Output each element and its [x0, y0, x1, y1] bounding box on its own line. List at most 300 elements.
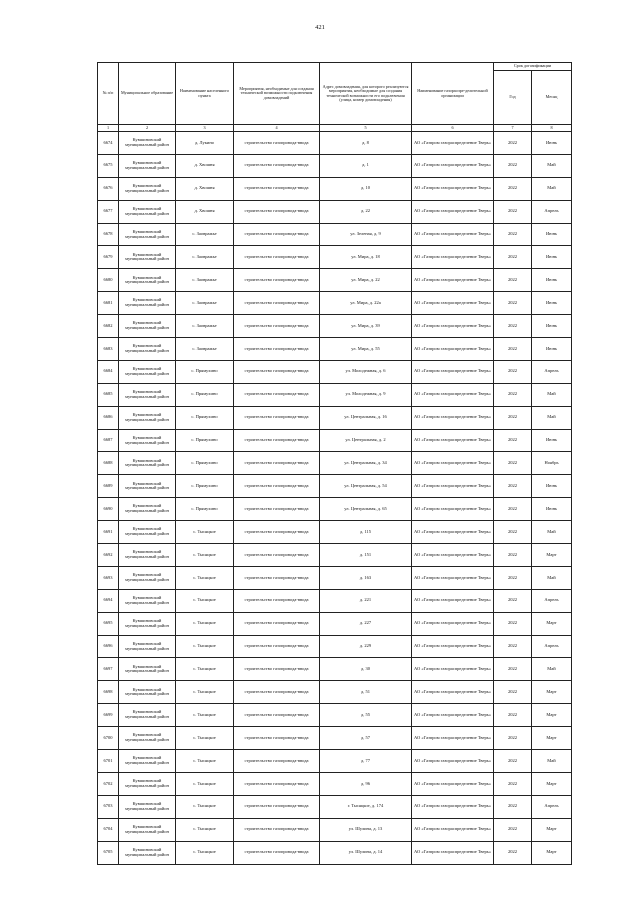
year-cell: 2022	[494, 589, 532, 612]
organization-cell: АО «Газпром газораспределение Тверь»	[412, 223, 494, 246]
row-number: 6696	[98, 635, 119, 658]
table-row	[98, 383, 572, 406]
month-cell: Июнь	[532, 429, 572, 452]
row-number: 6701	[98, 750, 119, 773]
table-row	[98, 338, 572, 361]
settlement-cell: с. Тысяцкое	[176, 635, 234, 658]
month-cell: Июнь	[532, 269, 572, 292]
measure-cell: строительство газопровода-ввода	[234, 681, 320, 704]
row-number: 6691	[98, 521, 119, 544]
measure-cell: строительство газопровода-ввода	[234, 727, 320, 750]
municipality-cell: Кувшиновский муниципальный район	[119, 658, 176, 681]
year-cell: 2022	[494, 383, 532, 406]
measure-cell: строительство газопровода-ввода	[234, 544, 320, 567]
column-number: 1	[98, 125, 119, 132]
measure-cell: строительство газопровода-ввода	[234, 246, 320, 269]
settlement-cell: с. Заовражье	[176, 338, 234, 361]
address-cell: д. 1	[320, 154, 412, 177]
municipality-cell: Кувшиновский муниципальный район	[119, 452, 176, 475]
measure-cell: строительство газопровода-ввода	[234, 406, 320, 429]
municipality-cell: Кувшиновский муниципальный район	[119, 635, 176, 658]
organization-cell: АО «Газпром газораспределение Тверь»	[412, 154, 494, 177]
table-row	[98, 475, 572, 498]
address-cell: ул. Молодежная, д. 9	[320, 383, 412, 406]
column-number: 6	[412, 125, 494, 132]
organization-cell: АО «Газпром газораспределение Тверь»	[412, 498, 494, 521]
table-row	[98, 566, 572, 589]
organization-cell: АО «Газпром газораспределение Тверь»	[412, 818, 494, 841]
row-number: 6689	[98, 475, 119, 498]
row-number: 6692	[98, 544, 119, 567]
settlement-cell: с. Заовражье	[176, 223, 234, 246]
row-number: 6682	[98, 315, 119, 338]
month-cell: Июнь	[532, 132, 572, 155]
address-cell: ул. Мира, д. 18	[320, 246, 412, 269]
year-cell: 2022	[494, 338, 532, 361]
municipality-cell: Кувшиновский муниципальный район	[119, 841, 176, 864]
measure-cell: строительство газопровода-ввода	[234, 452, 320, 475]
row-number: 6675	[98, 154, 119, 177]
organization-cell: АО «Газпром газораспределение Тверь»	[412, 269, 494, 292]
row-number: 6697	[98, 658, 119, 681]
year-cell: 2022	[494, 200, 532, 223]
year-cell: 2022	[494, 452, 532, 475]
row-number: 6700	[98, 727, 119, 750]
address-cell: д. 57	[320, 727, 412, 750]
year-cell: 2022	[494, 681, 532, 704]
row-number: 6679	[98, 246, 119, 269]
month-cell: Март	[532, 704, 572, 727]
table-row	[98, 841, 572, 864]
table-row	[98, 154, 572, 177]
table-row	[98, 727, 572, 750]
measure-cell: строительство газопровода-ввода	[234, 704, 320, 727]
month-cell: Март	[532, 612, 572, 635]
year-cell: 2022	[494, 292, 532, 315]
measure-cell: строительство газопровода-ввода	[234, 589, 320, 612]
table-row	[98, 292, 572, 315]
year-cell: 2022	[494, 246, 532, 269]
measure-cell: строительство газопровода-ввода	[234, 818, 320, 841]
municipality-cell: Кувшиновский муниципальный район	[119, 704, 176, 727]
page-number: 421	[315, 24, 325, 31]
municipality-cell: Кувшиновский муниципальный район	[119, 292, 176, 315]
year-cell: 2022	[494, 475, 532, 498]
municipality-cell: Кувшиновский муниципальный район	[119, 383, 176, 406]
address-cell: ул. Молодежная, д. 6	[320, 360, 412, 383]
month-cell: Апрель	[532, 635, 572, 658]
organization-cell: АО «Газпром газораспределение Тверь»	[412, 681, 494, 704]
organization-cell: АО «Газпром газораспределение Тверь»	[412, 750, 494, 773]
address-cell: ул. Зеленая, д. 9	[320, 223, 412, 246]
row-number: 6699	[98, 704, 119, 727]
settlement-cell: с. Прямухино	[176, 498, 234, 521]
column-number: 7	[494, 125, 532, 132]
table-row	[98, 498, 572, 521]
municipality-cell: Кувшиновский муниципальный район	[119, 772, 176, 795]
organization-cell: АО «Газпром газораспределение Тверь»	[412, 727, 494, 750]
settlement-cell: с. Тысяцкое	[176, 841, 234, 864]
address-cell: д. 163	[320, 566, 412, 589]
table-row	[98, 750, 572, 773]
organization-cell: АО «Газпром газораспределение Тверь»	[412, 360, 494, 383]
month-cell: Март	[532, 544, 572, 567]
settlement-cell: с. Прямухино	[176, 360, 234, 383]
header-year: Год	[494, 71, 532, 125]
month-cell: Апрель	[532, 200, 572, 223]
table-row	[98, 818, 572, 841]
municipality-cell: Кувшиновский муниципальный район	[119, 544, 176, 567]
row-number: 6698	[98, 681, 119, 704]
settlement-cell: с. Прямухино	[176, 383, 234, 406]
month-cell: Март	[532, 818, 572, 841]
municipality-cell: Кувшиновский муниципальный район	[119, 223, 176, 246]
table-row	[98, 704, 572, 727]
municipality-cell: Кувшиновский муниципальный район	[119, 406, 176, 429]
organization-cell: АО «Газпром газораспределение Тверь»	[412, 841, 494, 864]
header-org: Наименование газораспре-делительной организации	[412, 63, 494, 125]
year-cell: 2022	[494, 406, 532, 429]
address-cell: д. 30	[320, 658, 412, 681]
measure-cell: строительство газопровода-ввода	[234, 338, 320, 361]
header-measures: Мероприятия, необходимые для создания технической возможности подключения домовладений	[234, 63, 320, 125]
row-number: 6702	[98, 772, 119, 795]
address-cell: д. 55	[320, 704, 412, 727]
settlement-cell: с. Заовражье	[176, 292, 234, 315]
row-number: 6681	[98, 292, 119, 315]
address-cell: д. 227	[320, 612, 412, 635]
header-num: № п/п	[98, 63, 119, 125]
year-cell: 2022	[494, 841, 532, 864]
table-row	[98, 544, 572, 567]
address-cell: ул. Центральная, д. 65	[320, 498, 412, 521]
table-row	[98, 132, 572, 155]
measure-cell: строительство газопровода-ввода	[234, 475, 320, 498]
organization-cell: АО «Газпром газораспределение Тверь»	[412, 658, 494, 681]
municipality-cell: Кувшиновский муниципальный район	[119, 177, 176, 200]
month-cell: Май	[532, 658, 572, 681]
column-number: 5	[320, 125, 412, 132]
municipality-cell: Кувшиновский муниципальный район	[119, 727, 176, 750]
organization-cell: АО «Газпром газораспределение Тверь»	[412, 338, 494, 361]
measure-cell: строительство газопровода-ввода	[234, 521, 320, 544]
address-cell: д. 151	[320, 544, 412, 567]
year-cell: 2022	[494, 429, 532, 452]
municipality-cell: Кувшиновский муниципальный район	[119, 475, 176, 498]
settlement-cell: с. Тысяцкое	[176, 795, 234, 818]
year-cell: 2022	[494, 132, 532, 155]
year-cell: 2022	[494, 704, 532, 727]
settlement-cell: с. Прямухино	[176, 429, 234, 452]
table-row	[98, 360, 572, 383]
measure-cell: строительство газопровода-ввода	[234, 635, 320, 658]
organization-cell: АО «Газпром газораспределение Тверь»	[412, 315, 494, 338]
organization-cell: АО «Газпром газораспределение Тверь»	[412, 589, 494, 612]
row-number: 6684	[98, 360, 119, 383]
address-cell: ул. Центральная, д. 34	[320, 452, 412, 475]
municipality-cell: Кувшиновский муниципальный район	[119, 566, 176, 589]
municipality-cell: Кувшиновский муниципальный район	[119, 612, 176, 635]
municipality-cell: Кувшиновский муниципальный район	[119, 521, 176, 544]
table-row	[98, 406, 572, 429]
month-cell: Июнь	[532, 315, 572, 338]
settlement-cell: с. Тысяцкое	[176, 727, 234, 750]
address-cell: ул. Мира, д. 22	[320, 269, 412, 292]
settlement-cell: с. Тысяцкое	[176, 704, 234, 727]
settlement-cell: с. Прямухино	[176, 406, 234, 429]
month-cell: Июнь	[532, 475, 572, 498]
row-number: 6688	[98, 452, 119, 475]
row-number: 6687	[98, 429, 119, 452]
row-number: 6676	[98, 177, 119, 200]
address-cell: ул. Центральная, д. 54	[320, 475, 412, 498]
table-row	[98, 269, 572, 292]
measure-cell: строительство газопровода-ввода	[234, 154, 320, 177]
column-number: 2	[119, 125, 176, 132]
municipality-cell: Кувшиновский муниципальный район	[119, 269, 176, 292]
address-cell: г. Тысяцкое, д. 174	[320, 795, 412, 818]
measure-cell: строительство газопровода-ввода	[234, 658, 320, 681]
measure-cell: строительство газопровода-ввода	[234, 429, 320, 452]
month-cell: Март	[532, 727, 572, 750]
address-cell: ул. Центральная, д. 2	[320, 429, 412, 452]
row-number: 6693	[98, 566, 119, 589]
year-cell: 2022	[494, 658, 532, 681]
organization-cell: АО «Газпром газораспределение Тверь»	[412, 429, 494, 452]
measure-cell: строительство газопровода-ввода	[234, 841, 320, 864]
organization-cell: АО «Газпром газораспределение Тверь»	[412, 772, 494, 795]
month-cell: Апрель	[532, 795, 572, 818]
settlement-cell: д. Хвошня	[176, 200, 234, 223]
table-row	[98, 246, 572, 269]
settlement-cell: с. Тысяцкое	[176, 750, 234, 773]
address-cell: д. 229	[320, 635, 412, 658]
table-row	[98, 635, 572, 658]
column-number-row	[98, 125, 572, 132]
row-number: 6683	[98, 338, 119, 361]
column-number: 3	[176, 125, 234, 132]
header-settlement: Наименование населенного пункта	[176, 63, 234, 125]
measure-cell: строительство газопровода-ввода	[234, 612, 320, 635]
month-cell: Апрель	[532, 589, 572, 612]
month-cell: Июнь	[532, 246, 572, 269]
month-cell: Май	[532, 154, 572, 177]
municipality-cell: Кувшиновский муниципальный район	[119, 681, 176, 704]
municipality-cell: Кувшиновский муниципальный район	[119, 154, 176, 177]
table-row	[98, 452, 572, 475]
measure-cell: строительство газопровода-ввода	[234, 772, 320, 795]
settlement-cell: с. Тысяцкое	[176, 772, 234, 795]
year-cell: 2022	[494, 566, 532, 589]
table-row	[98, 200, 572, 223]
row-number: 6705	[98, 841, 119, 864]
month-cell: Май	[532, 566, 572, 589]
year-cell: 2022	[494, 727, 532, 750]
municipality-cell: Кувшиновский муниципальный район	[119, 360, 176, 383]
row-number: 6690	[98, 498, 119, 521]
address-cell: д. 10	[320, 177, 412, 200]
table-row	[98, 177, 572, 200]
measure-cell: строительство газопровода-ввода	[234, 498, 320, 521]
month-cell: Март	[532, 841, 572, 864]
year-cell: 2022	[494, 795, 532, 818]
row-number: 6680	[98, 269, 119, 292]
address-cell: ул. Мира, д. 39	[320, 315, 412, 338]
month-cell: Май	[532, 750, 572, 773]
measure-cell: строительство газопровода-ввода	[234, 132, 320, 155]
address-cell: ул. Мира, д. 22а	[320, 292, 412, 315]
address-cell: д. 77	[320, 750, 412, 773]
table-row	[98, 589, 572, 612]
row-number: 6677	[98, 200, 119, 223]
measure-cell: строительство газопровода-ввода	[234, 383, 320, 406]
organization-cell: АО «Газпром газораспределение Тверь»	[412, 406, 494, 429]
organization-cell: АО «Газпром газораспределение Тверь»	[412, 566, 494, 589]
table-row	[98, 315, 572, 338]
year-cell: 2022	[494, 635, 532, 658]
month-cell: Май	[532, 383, 572, 406]
organization-cell: АО «Газпром газораспределение Тверь»	[412, 452, 494, 475]
settlement-cell: с. Заовражье	[176, 269, 234, 292]
table-row	[98, 521, 572, 544]
table-row	[98, 223, 572, 246]
municipality-cell: Кувшиновский муниципальный район	[119, 246, 176, 269]
address-cell: д. 51	[320, 681, 412, 704]
organization-cell: АО «Газпром газораспределение Тверь»	[412, 292, 494, 315]
settlement-cell: с. Заовражье	[176, 315, 234, 338]
year-cell: 2022	[494, 177, 532, 200]
month-cell: Июнь	[532, 498, 572, 521]
table-row	[98, 658, 572, 681]
row-number: 6674	[98, 132, 119, 155]
header-deadline: Срок догазификации	[494, 63, 572, 71]
organization-cell: АО «Газпром газораспределение Тверь»	[412, 132, 494, 155]
organization-cell: АО «Газпром газораспределение Тверь»	[412, 795, 494, 818]
measure-cell: строительство газопровода-ввода	[234, 566, 320, 589]
header-municipality: Муниципальное образование	[119, 63, 176, 125]
year-cell: 2022	[494, 154, 532, 177]
settlement-cell: с. Заовражье	[176, 246, 234, 269]
address-cell: д. 22	[320, 200, 412, 223]
settlement-cell: с. Тысяцкое	[176, 612, 234, 635]
organization-cell: АО «Газпром газораспределение Тверь»	[412, 475, 494, 498]
organization-cell: АО «Газпром газораспределение Тверь»	[412, 383, 494, 406]
settlement-cell: д. Хвошня	[176, 154, 234, 177]
settlement-cell: с. Тысяцкое	[176, 589, 234, 612]
table-body	[98, 132, 572, 865]
organization-cell: АО «Газпром газораспределение Тверь»	[412, 200, 494, 223]
table-row	[98, 772, 572, 795]
header-month: Месяц	[532, 71, 572, 125]
year-cell: 2022	[494, 818, 532, 841]
settlement-cell: с. Тысяцкое	[176, 544, 234, 567]
month-cell: Апрель	[532, 360, 572, 383]
table-row	[98, 681, 572, 704]
settlement-cell: с. Прямухино	[176, 475, 234, 498]
row-number: 6686	[98, 406, 119, 429]
column-number: 4	[234, 125, 320, 132]
month-cell: Май	[532, 406, 572, 429]
month-cell: Март	[532, 772, 572, 795]
municipality-cell: Кувшиновский муниципальный район	[119, 498, 176, 521]
header-row-top	[98, 63, 572, 71]
measure-cell: строительство газопровода-ввода	[234, 292, 320, 315]
row-number: 6704	[98, 818, 119, 841]
organization-cell: АО «Газпром газораспределение Тверь»	[412, 544, 494, 567]
year-cell: 2022	[494, 223, 532, 246]
month-cell: Июнь	[532, 223, 572, 246]
municipality-cell: Кувшиновский муниципальный район	[119, 132, 176, 155]
municipality-cell: Кувшиновский муниципальный район	[119, 818, 176, 841]
settlement-cell: с. Тысяцкое	[176, 521, 234, 544]
settlement-cell: с. Тысяцкое	[176, 818, 234, 841]
column-number: 8	[532, 125, 572, 132]
month-cell: Ноябрь	[532, 452, 572, 475]
header-address: Адрес домовладения, для которого реализуются мероприятия, необходимые для создания технической возможности его подключения (улица, номер домовладения)	[320, 63, 412, 125]
municipality-cell: Кувшиновский муниципальный район	[119, 200, 176, 223]
measure-cell: строительство газопровода-ввода	[234, 750, 320, 773]
table-row	[98, 429, 572, 452]
municipality-cell: Кувшиновский муниципальный район	[119, 338, 176, 361]
year-cell: 2022	[494, 269, 532, 292]
month-cell: Июнь	[532, 292, 572, 315]
year-cell: 2022	[494, 521, 532, 544]
municipality-cell: Кувшиновский муниципальный район	[119, 795, 176, 818]
settlement-cell: д. Хвошня	[176, 177, 234, 200]
address-cell: ул. Шулина, д. 13	[320, 818, 412, 841]
address-cell: д. 8	[320, 132, 412, 155]
organization-cell: АО «Газпром газораспределение Тверь»	[412, 612, 494, 635]
settlement-cell: с. Тысяцкое	[176, 658, 234, 681]
settlement-cell: с. Прямухино	[176, 452, 234, 475]
row-number: 6703	[98, 795, 119, 818]
measure-cell: строительство газопровода-ввода	[234, 360, 320, 383]
municipality-cell: Кувшиновский муниципальный район	[119, 429, 176, 452]
row-number: 6694	[98, 589, 119, 612]
measure-cell: строительство газопровода-ввода	[234, 315, 320, 338]
table-row	[98, 612, 572, 635]
year-cell: 2022	[494, 315, 532, 338]
year-cell: 2022	[494, 544, 532, 567]
measure-cell: строительство газопровода-ввода	[234, 269, 320, 292]
measure-cell: строительство газопровода-ввода	[234, 177, 320, 200]
settlement-cell: д. Лукино	[176, 132, 234, 155]
organization-cell: АО «Газпром газораспределение Тверь»	[412, 704, 494, 727]
measure-cell: строительство газопровода-ввода	[234, 200, 320, 223]
year-cell: 2022	[494, 360, 532, 383]
settlement-cell: с. Тысяцкое	[176, 566, 234, 589]
organization-cell: АО «Газпром газораспределение Тверь»	[412, 177, 494, 200]
organization-cell: АО «Газпром газораспределение Тверь»	[412, 246, 494, 269]
address-cell: д. 221	[320, 589, 412, 612]
table-row	[98, 795, 572, 818]
year-cell: 2022	[494, 612, 532, 635]
gasification-table	[97, 62, 572, 865]
month-cell: Март	[532, 681, 572, 704]
municipality-cell: Кувшиновский муниципальный район	[119, 315, 176, 338]
month-cell: Май	[532, 177, 572, 200]
measure-cell: строительство газопровода-ввода	[234, 223, 320, 246]
municipality-cell: Кувшиновский муниципальный район	[119, 589, 176, 612]
address-cell: д. 96	[320, 772, 412, 795]
address-cell: ул. Шулина, д. 14	[320, 841, 412, 864]
month-cell: Июнь	[532, 338, 572, 361]
year-cell: 2022	[494, 498, 532, 521]
row-number: 6678	[98, 223, 119, 246]
measure-cell: строительство газопровода-ввода	[234, 795, 320, 818]
organization-cell: АО «Газпром газораспределение Тверь»	[412, 635, 494, 658]
month-cell: Май	[532, 521, 572, 544]
